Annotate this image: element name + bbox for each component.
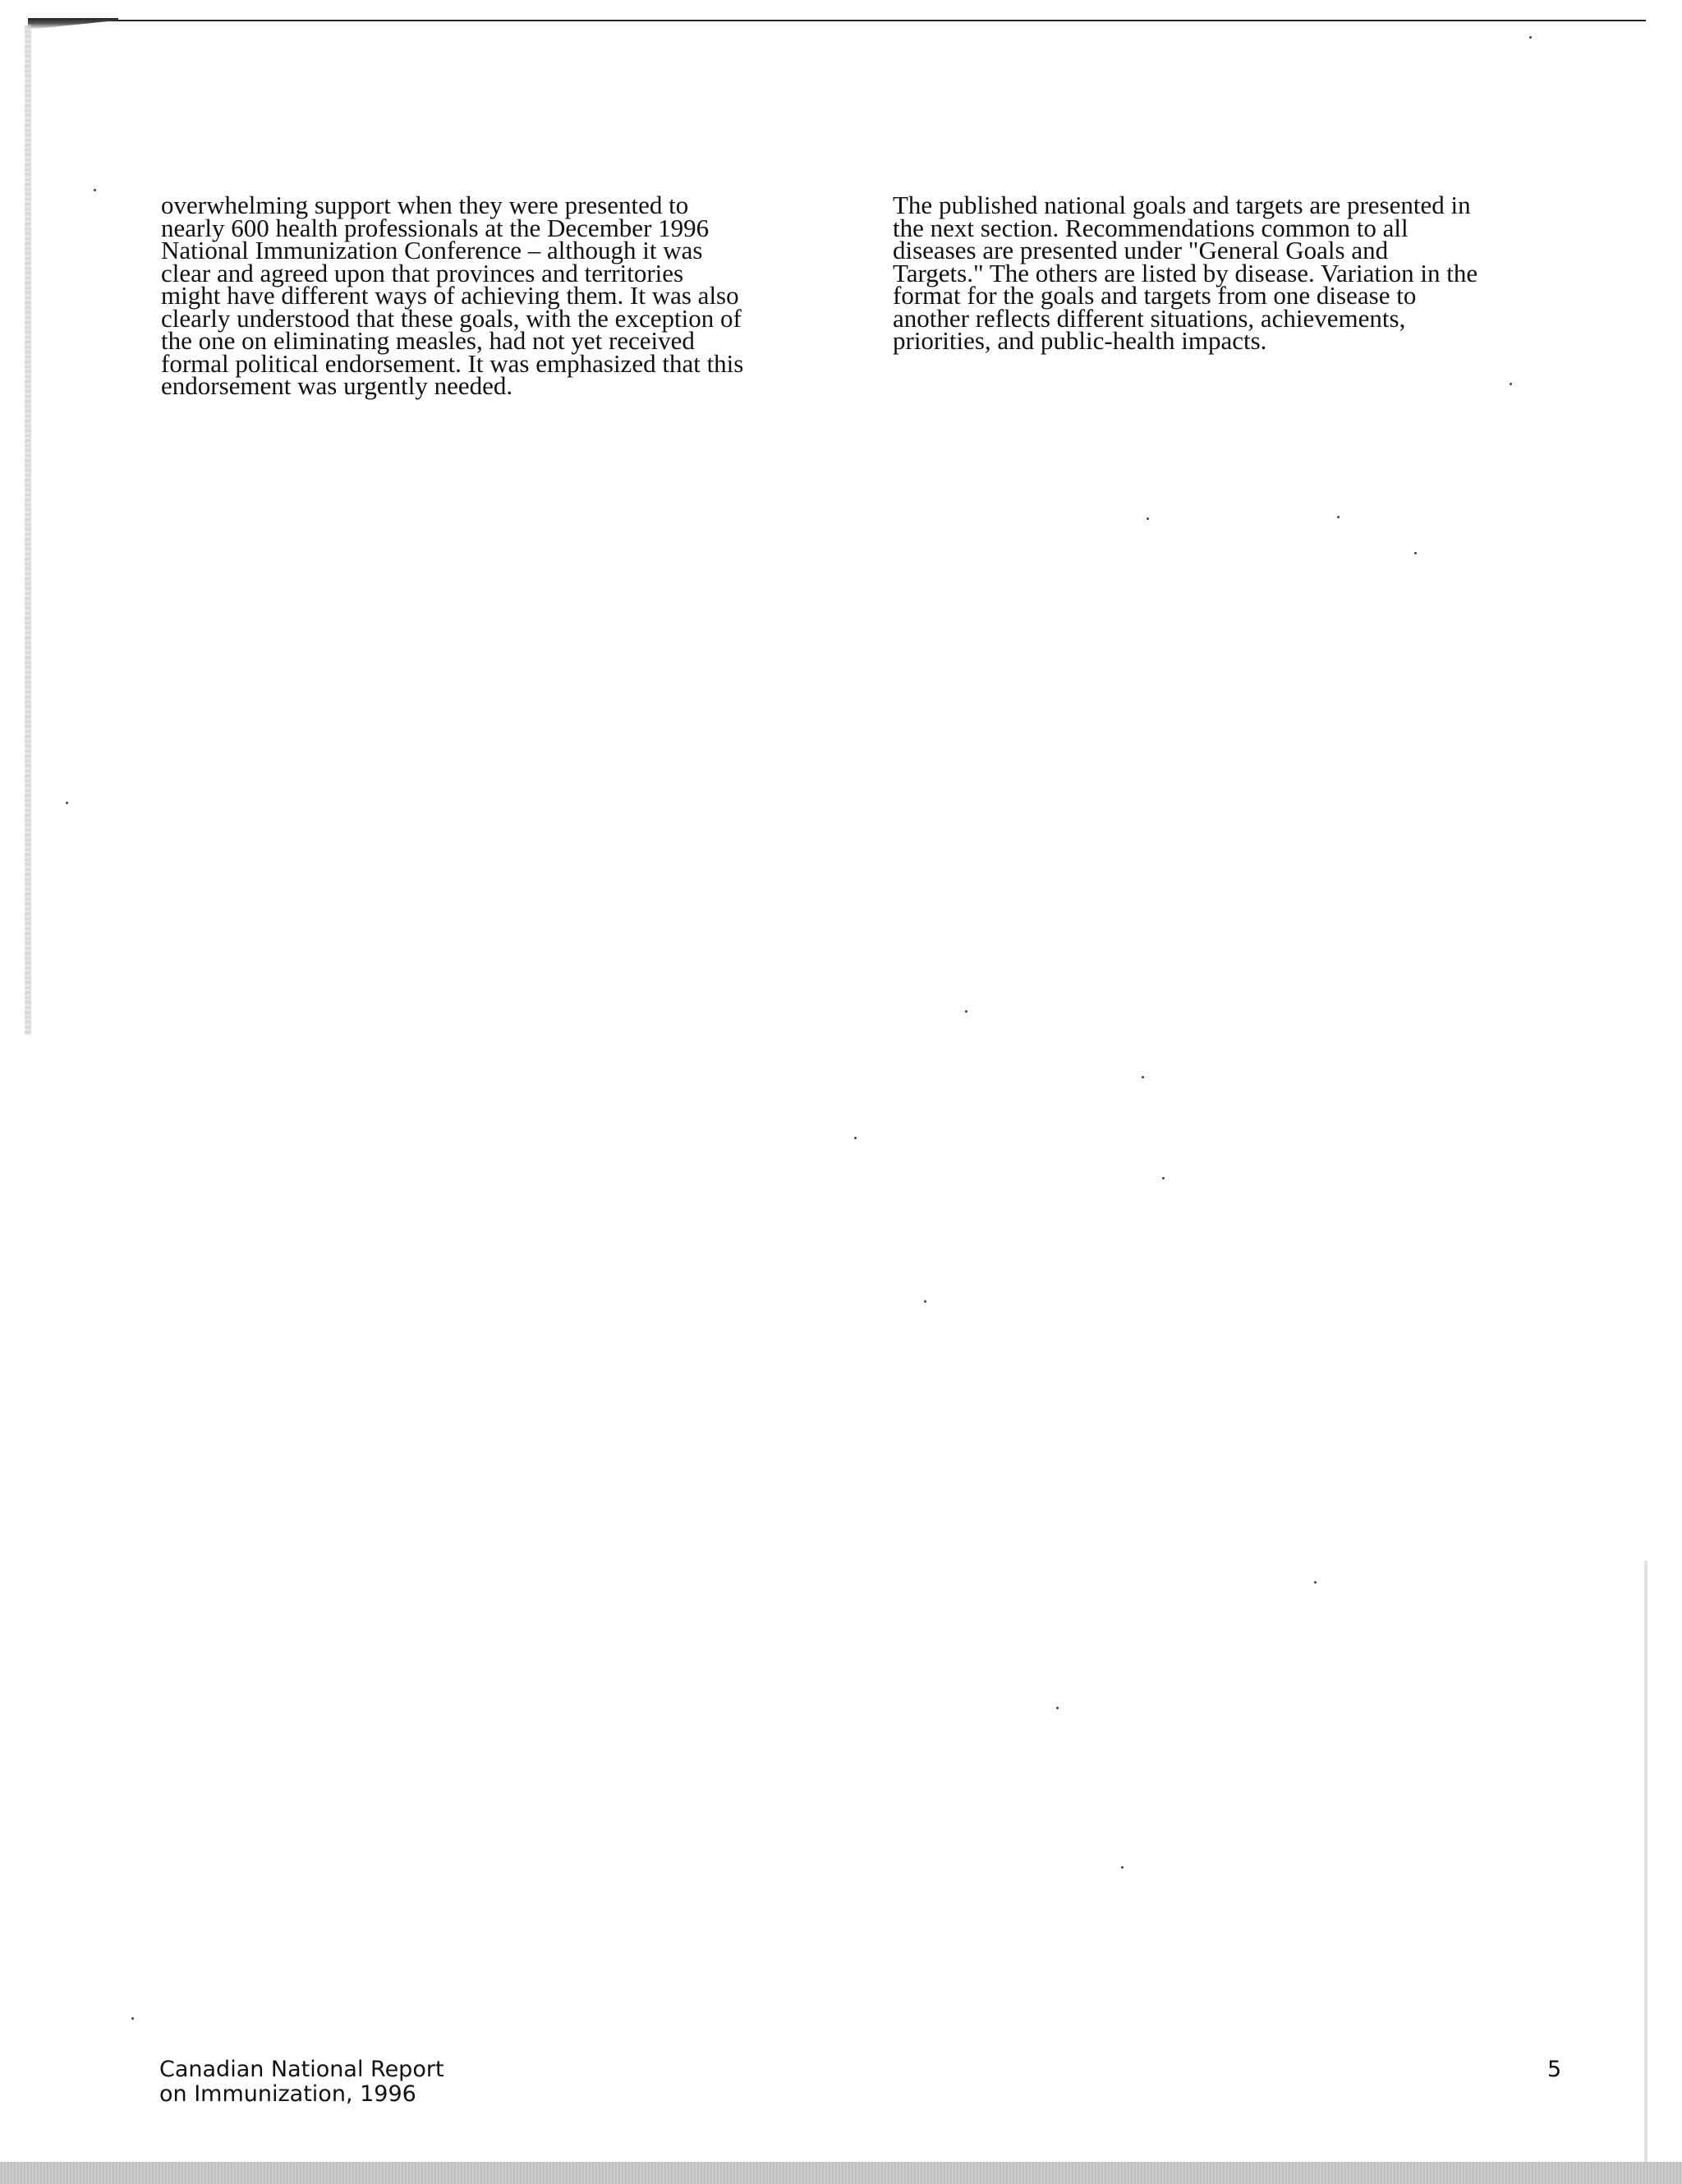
paragraph-line: the next section. Recommendations common to all [893, 213, 1409, 242]
footer-title-line: on Immunization, 1996 [159, 2081, 416, 2107]
scan-left-edge [25, 25, 31, 1035]
scan-speck [1414, 552, 1417, 554]
scan-speck [1510, 383, 1512, 385]
paragraph-line: format for the goals and targets from one disease to [893, 281, 1417, 310]
paragraph-line: clearly understood that these goals, with the exception of [161, 303, 742, 333]
paragraph-line: National Immunization Conference – although it was [161, 236, 703, 264]
scan-speck [854, 1137, 857, 1139]
scan-speck [1529, 36, 1532, 39]
paragraph-line: another reflects different situations, achievements, [893, 303, 1406, 333]
scan-speck [1147, 517, 1149, 520]
scan-speck [131, 2017, 134, 2020]
footer-report-title [159, 2058, 444, 2107]
scan-speck [965, 1010, 967, 1013]
page-number: 5 [1547, 2057, 1562, 2082]
body-text-right-column [893, 191, 1574, 355]
scan-speck [924, 1300, 926, 1303]
paragraph-line: formal political endorsement. It was emphasized that this [161, 348, 744, 378]
scan-speck [1121, 1866, 1124, 1869]
top-border-rule [30, 20, 1646, 21]
paragraph-line: endorsement was urgently needed. [161, 371, 513, 400]
paragraph-line: nearly 600 health professionals at the December 1996 [161, 213, 710, 242]
scan-speck [66, 802, 68, 804]
scan-right-edge [1644, 1561, 1648, 2168]
paragraph-line: clear and agreed upon that provinces and territories [161, 258, 684, 287]
paragraph-line: Targets." The others are listed by disease. Variation in the [893, 258, 1478, 287]
body-text-left-column [161, 191, 843, 400]
scan-speck [1142, 1076, 1144, 1078]
scan-speck [1314, 1581, 1317, 1584]
top-border-corner [28, 18, 118, 30]
paragraph-line: might have different ways of achieving them. It was also [161, 281, 739, 310]
footer-title-line: Canadian National Report [159, 2057, 444, 2082]
paragraph-line: overwhelming support when they were presented to [161, 191, 689, 219]
paragraph-line: The published national goals and targets are presented in [893, 191, 1471, 219]
scan-bottom-edge [0, 2162, 1682, 2184]
scan-speck [1056, 1707, 1059, 1709]
scan-speck [94, 189, 96, 191]
paragraph-line: the one on eliminating measles, had not yet received [161, 326, 695, 355]
paragraph-line: priorities, and public-health impacts. [893, 326, 1267, 355]
scan-speck [1162, 1177, 1165, 1179]
scan-speck [1337, 516, 1340, 518]
paragraph-line: diseases are presented under "General Goals and [893, 236, 1389, 264]
